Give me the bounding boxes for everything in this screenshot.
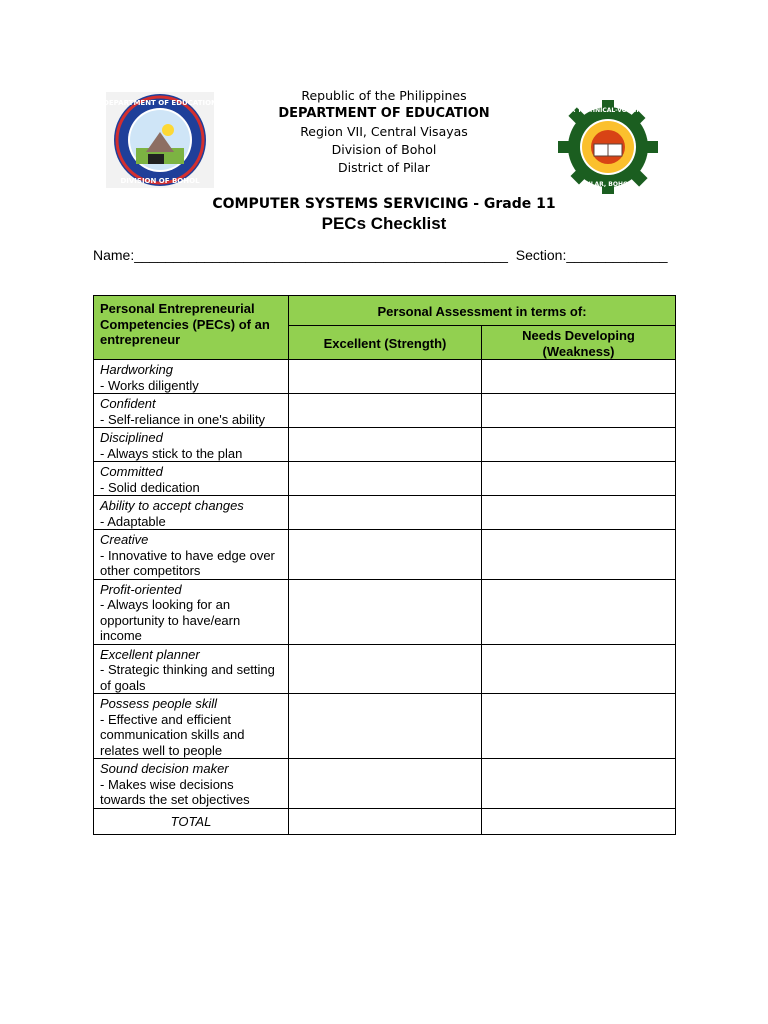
name-label: Name:	[93, 247, 135, 263]
excellent-cell[interactable]	[289, 496, 482, 530]
pec-cell	[94, 759, 289, 809]
needs-developing-total-cell[interactable]	[482, 808, 676, 834]
pec-description: - Works diligently	[100, 377, 199, 393]
table-row	[94, 360, 676, 394]
pec-cell	[94, 428, 289, 462]
pec-cell	[94, 360, 289, 394]
pec-trait: Ability to accept changes	[100, 498, 244, 513]
header-pecs: Personal Entrepreneurial Competencies (PECs) of an entrepreneur	[94, 296, 289, 360]
needs-developing-cell[interactable]	[482, 428, 676, 462]
pec-description: - Adaptable	[100, 513, 166, 529]
pec-cell	[94, 579, 289, 644]
excellent-cell[interactable]	[289, 579, 482, 644]
table-row	[94, 644, 676, 694]
pec-trait: Possess people skill	[100, 696, 218, 711]
pec-trait: Committed	[100, 464, 163, 479]
table-row	[94, 579, 676, 644]
excellent-cell[interactable]	[289, 644, 482, 694]
excellent-cell[interactable]	[289, 360, 482, 394]
needs-developing-cell[interactable]	[482, 360, 676, 394]
excellent-cell[interactable]	[289, 428, 482, 462]
section-field[interactable]: _____________	[566, 247, 668, 263]
section-label: Section:	[515, 247, 567, 263]
pec-trait: Disciplined	[100, 430, 163, 445]
excellent-cell[interactable]	[289, 530, 482, 580]
pec-cell	[94, 644, 289, 694]
needs-developing-cell[interactable]	[482, 530, 676, 580]
svg-text:DIVISION OF BOHOL: DIVISION OF BOHOL	[120, 177, 200, 185]
pec-description: - Effective and efficient communication skills and relates well to people	[100, 711, 245, 758]
name-section-line	[93, 247, 668, 263]
total-label: TOTAL	[94, 808, 289, 834]
pec-description: - Strategic thinking and setting of goals	[100, 662, 275, 693]
course-title: COMPUTER SYSTEMS SERVICING - Grade 11	[212, 196, 556, 212]
checklist-title: PECs Checklist	[321, 214, 447, 233]
needs-developing-cell[interactable]	[482, 694, 676, 759]
pec-cell	[94, 530, 289, 580]
pec-description: - Always looking for an opportunity to have/earn income	[100, 597, 241, 643]
needs-developing-cell[interactable]	[482, 394, 676, 428]
header-needs-developing: Needs Developing (Weakness)	[482, 326, 676, 360]
pec-cell	[94, 496, 289, 530]
svg-text:PILAR TECHNICAL-VOCATIONAL: PILAR TECHNICAL-VOCATIONAL	[558, 107, 658, 114]
needs-developing-cell[interactable]	[482, 496, 676, 530]
name-field[interactable]: ________________________________________________	[134, 247, 508, 263]
excellent-cell[interactable]	[289, 462, 482, 496]
excellent-total-cell[interactable]	[289, 808, 482, 834]
pec-trait: Hardworking	[100, 362, 173, 377]
total-row	[94, 808, 676, 834]
table-row	[94, 694, 676, 759]
department-line: DEPARTMENT OF EDUCATION	[278, 106, 490, 121]
table-row	[94, 530, 676, 580]
excellent-cell[interactable]	[289, 759, 482, 809]
republic-line: Republic of the Philippines	[301, 88, 467, 103]
pec-cell	[94, 462, 289, 496]
pec-trait: Creative	[100, 532, 149, 547]
district-line: District of Pilar	[338, 160, 430, 175]
division-line: Division of Bohol	[331, 142, 437, 157]
svg-text:PILAR, BOHOL: PILAR, BOHOL	[584, 181, 632, 188]
pec-description: - Makes wise decisions towards the set objectives	[100, 776, 250, 807]
needs-developing-cell[interactable]	[482, 644, 676, 694]
needs-developing-cell[interactable]	[482, 462, 676, 496]
table-row	[94, 496, 676, 530]
pec-trait: Confident	[100, 396, 156, 411]
region-line: Region VII, Central Visayas	[300, 124, 468, 139]
header-excellent: Excellent (Strength)	[289, 326, 482, 360]
pec-trait: Excellent planner	[100, 646, 200, 662]
table-row	[94, 759, 676, 809]
excellent-cell[interactable]	[289, 394, 482, 428]
excellent-cell[interactable]	[289, 694, 482, 759]
pec-description: - Solid dedication	[100, 479, 200, 495]
pec-cell	[94, 694, 289, 759]
pecs-checklist-table	[93, 295, 676, 835]
header-assessment: Personal Assessment in terms of:	[289, 296, 676, 326]
pec-description: - Self-reliance in one's ability	[100, 411, 266, 427]
pec-trait: Sound decision maker	[100, 761, 229, 776]
needs-developing-cell[interactable]	[482, 579, 676, 644]
table-row	[94, 428, 676, 462]
table-row	[94, 462, 676, 496]
pec-cell	[94, 394, 289, 428]
svg-text:DEPARTMENT OF EDUCATION: DEPARTMENT OF EDUCATION	[106, 99, 214, 107]
needs-developing-cell[interactable]	[482, 759, 676, 809]
pec-description: - Innovative to have edge over other competitors	[100, 547, 275, 578]
pec-description: - Always stick to the plan	[100, 445, 243, 461]
pec-trait: Profit-oriented	[100, 581, 182, 597]
letterhead	[0, 87, 768, 177]
table-row	[94, 394, 676, 428]
